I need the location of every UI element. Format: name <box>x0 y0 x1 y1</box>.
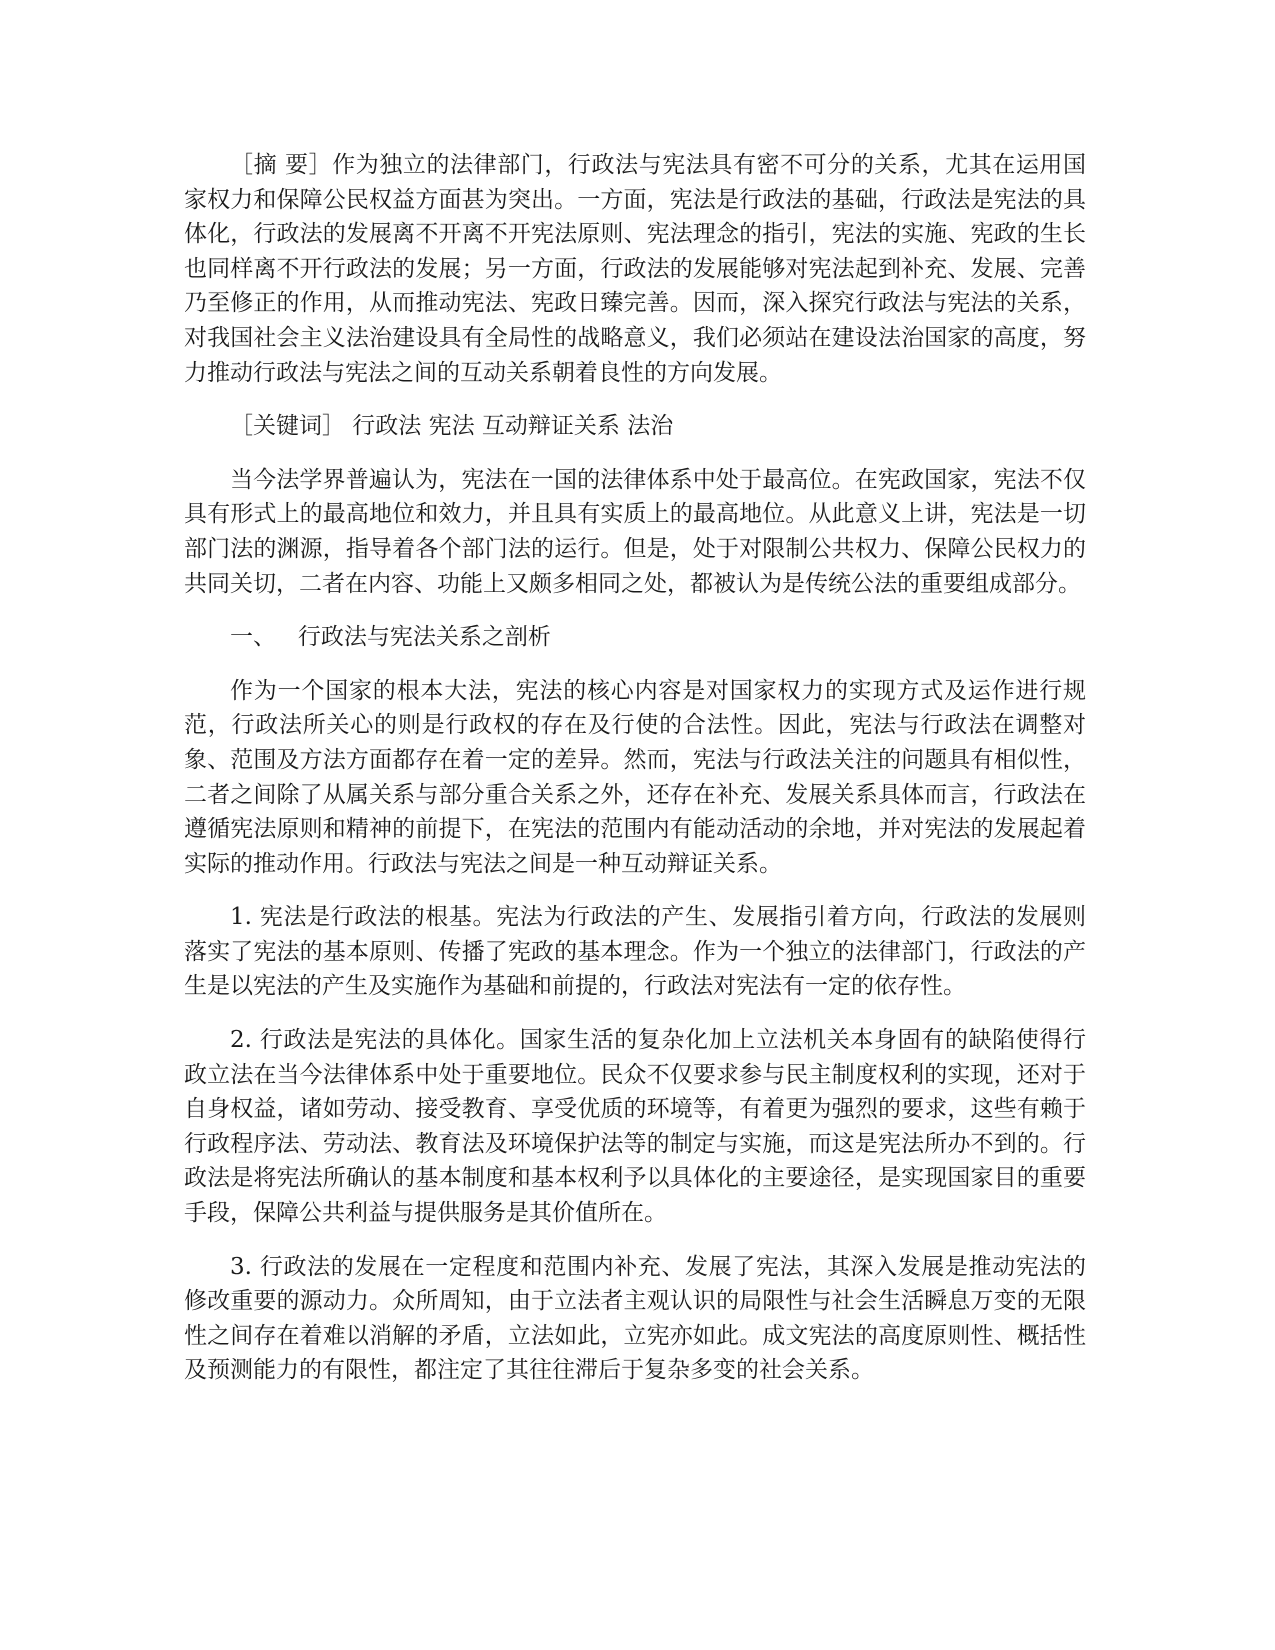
point-1-paragraph: 1. 宪法是行政法的根基。宪法为行政法的产生、发展指引着方向，行政法的发展则落实了宪法的基本原则、传播了宪政的基本理念。作为一个独立的法律部门，行政法的产生是以宪法的产生及实施作为基础和前提的，行政法对宪法有一定的依存性。 <box>184 904 1086 1000</box>
section-heading: 一、 行政法与宪法关系之剖析 <box>230 624 551 651</box>
document-page <box>184 148 1086 1407</box>
abstract-paragraph: ［摘 要］作为独立的法律部门，行政法与宪法具有密不可分的关系，尤其在运用国家权力和保障公民权益方面甚为突出。一方面，宪法是行政法的基础，行政法是宪法的具体化，行政法的发展离不开离不开宪法原则、宪法理念的指引，宪法的实施、宪政的生长也同样离不开行政法的发展；另一方面，行政法的发展能够对宪法起到补充、发展、完善乃至修正的作用，从而推动宪法、宪政日臻完善。因而，深入探究行政法与宪法的关系，对我国社会主义法治建设具有全局性的战略意义，我们必须站在建设法治国家的高度，努力推动行政法与宪法之间的互动关系朝着良性的方向发展。 <box>184 152 1086 386</box>
keywords-paragraph: ［关键词］ 行政法 宪法 互动辩证关系 法治 <box>230 413 674 440</box>
intro-paragraph: 当今法学界普遍认为，宪法在一国的法律体系中处于最高位。在宪政国家，宪法不仅具有形式上的最高地位和效力，并且具有实质上的最高地位。从此意义上讲，宪法是一切部门法的渊源，指导着各个部门法的运行。但是，处于对限制公共权力、保障公民权力的共同关切，二者在内容、功能上又颇多相同之处，都被认为是传统公法的重要组成部分。 <box>184 466 1086 597</box>
section-intro-paragraph: 作为一个国家的根本大法，宪法的核心内容是对国家权力的实现方式及运作进行规范，行政法所关心的则是行政权的存在及行使的合法性。因此，宪法与行政法在调整对象、范围及方法方面都存在着一定的差异。然而，宪法与行政法关注的问题具有相似性，二者之间除了从属关系与部分重合关系之外，还存在补充、发展关系具体而言，行政法在遵循宪法原则和精神的前提下，在宪法的范围内有能动活动的余地，并对宪法的发展起着实际的推动作用。行政法与宪法之间是一种互动辩证关系。 <box>184 677 1086 877</box>
point-3-paragraph: 3. 行政法的发展在一定程度和范围内补充、发展了宪法，其深入发展是推动宪法的修改重要的源动力。众所周知，由于立法者主观认识的局限性与社会生活瞬息万变的无限性之间存在着难以消解的矛盾，立法如此，立宪亦如此。成文宪法的高度原则性、概括性及预测能力的有限性，都注定了其往往滞后于复杂多变的社会关系。 <box>184 1253 1086 1384</box>
point-2-paragraph: 2. 行政法是宪法的具体化。国家生活的复杂化加上立法机关本身固有的缺陷使得行政立法在当今法律体系中处于重要地位。民众不仅要求参与民主制度权利的实现，还对于自身权益，诸如劳动、接受教育、享受优质的环境等，有着更为强烈的要求，这些有赖于行政程序法、劳动法、教育法及环境保护法等的制定与实施，而这是宪法所办不到的。行政法是将宪法所确认的基本制度和基本权利予以具体化的主要途径，是实现国家目的重要手段，保障公共利益与提供服务是其价值所在。 <box>184 1027 1086 1227</box>
